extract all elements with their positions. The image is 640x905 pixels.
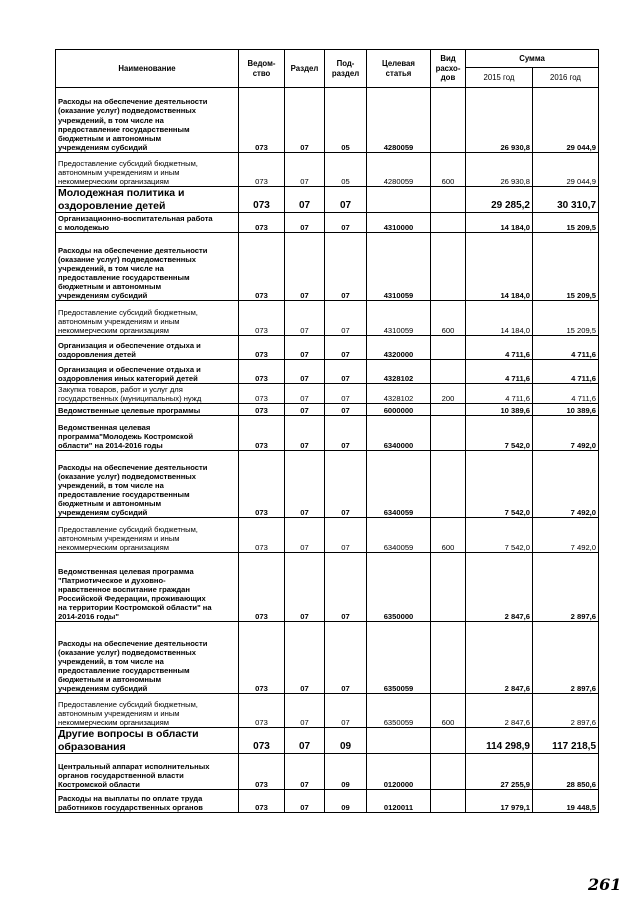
- cell-razdel: 07: [285, 384, 325, 404]
- cell-sum-2016: 4 711,6: [533, 384, 599, 404]
- cell-podrazdel: 07: [325, 553, 367, 622]
- cell-name: Предоставление субсидий бюджетным, автономным учреждениям и иным некоммерческим организациям: [56, 518, 239, 553]
- cell-tselevaya: 6000000: [367, 404, 431, 416]
- cell-sum-2016: 10 389,6: [533, 404, 599, 416]
- table-row: [56, 153, 599, 187]
- cell-sum-2015: 27 255,9: [466, 754, 533, 790]
- header-name: Наименование: [56, 50, 239, 88]
- budget-table: [55, 49, 599, 813]
- cell-name: Ведомственная целевая программа"Молодежь Костромской области" на 2014-2016 годы: [56, 416, 239, 451]
- cell-vedomstvo: 073: [239, 404, 285, 416]
- cell-name: Расходы на обеспечение деятельности (оказание услуг) подведомственных учреждений, в том числе на предоставление государственным бюджетным и автономным учреждениям субсидий: [56, 88, 239, 153]
- cell-vid: [431, 553, 466, 622]
- cell-vid: [431, 336, 466, 360]
- cell-tselevaya: 4280059: [367, 88, 431, 153]
- cell-vid: [431, 728, 466, 754]
- table-row: [56, 553, 599, 622]
- cell-vid: [431, 622, 466, 694]
- cell-podrazdel: 07: [325, 404, 367, 416]
- table-row: [56, 213, 599, 233]
- cell-podrazdel: 05: [325, 153, 367, 187]
- cell-tselevaya: 6340000: [367, 416, 431, 451]
- cell-razdel: 07: [285, 404, 325, 416]
- table-row: [56, 622, 599, 694]
- cell-name: Организация и обеспечение отдыха и оздоровления иных категорий детей: [56, 360, 239, 384]
- table-row: [56, 728, 599, 754]
- cell-sum-2015: 14 184,0: [466, 301, 533, 336]
- cell-sum-2016: 7 492,0: [533, 416, 599, 451]
- cell-name: Расходы на обеспечение деятельности (оказание услуг) подведомственных учреждений, в том числе на предоставление государственным бюджетным и автономным учреждениям субсидий: [56, 233, 239, 301]
- cell-name: Молодежная политика и оздоровление детей: [56, 187, 239, 213]
- cell-sum-2015: 14 184,0: [466, 233, 533, 301]
- cell-sum-2016: 19 448,5: [533, 790, 599, 813]
- cell-vid: [431, 451, 466, 518]
- cell-sum-2016: 2 897,6: [533, 553, 599, 622]
- table-row: [56, 360, 599, 384]
- cell-vedomstvo: 073: [239, 384, 285, 404]
- cell-podrazdel: 05: [325, 88, 367, 153]
- cell-sum-2015: 4 711,6: [466, 360, 533, 384]
- cell-podrazdel: 07: [325, 384, 367, 404]
- cell-tselevaya: 6340059: [367, 518, 431, 553]
- cell-tselevaya: 6350059: [367, 622, 431, 694]
- table-row: [56, 88, 599, 153]
- cell-sum-2016: 7 492,0: [533, 451, 599, 518]
- cell-tselevaya: [367, 728, 431, 754]
- cell-sum-2015: 7 542,0: [466, 416, 533, 451]
- cell-tselevaya: 4280059: [367, 153, 431, 187]
- cell-sum-2016: 117 218,5: [533, 728, 599, 754]
- cell-razdel: 07: [285, 518, 325, 553]
- cell-vedomstvo: 073: [239, 754, 285, 790]
- cell-name: Расходы на обеспечение деятельности (оказание услуг) подведомственных учреждений, в том числе на предоставление государственным бюджетным и автономным учреждениям субсидий: [56, 622, 239, 694]
- cell-podrazdel: 09: [325, 754, 367, 790]
- cell-sum-2016: 28 850,6: [533, 754, 599, 790]
- cell-podrazdel: 07: [325, 213, 367, 233]
- cell-sum-2016: 4 711,6: [533, 360, 599, 384]
- cell-sum-2015: 14 184,0: [466, 213, 533, 233]
- cell-razdel: 07: [285, 416, 325, 451]
- cell-vid: [431, 187, 466, 213]
- cell-sum-2015: 4 711,6: [466, 336, 533, 360]
- table-row: [56, 416, 599, 451]
- cell-razdel: 07: [285, 622, 325, 694]
- cell-sum-2016: 7 492,0: [533, 518, 599, 553]
- cell-sum-2015: 26 930,8: [466, 153, 533, 187]
- cell-vid: [431, 404, 466, 416]
- cell-tselevaya: 6340059: [367, 451, 431, 518]
- header-2016: 2016 год: [533, 68, 599, 88]
- cell-vid: [431, 416, 466, 451]
- cell-vid: [431, 233, 466, 301]
- cell-vedomstvo: 073: [239, 622, 285, 694]
- cell-sum-2016: 29 044,9: [533, 88, 599, 153]
- cell-vedomstvo: 073: [239, 790, 285, 813]
- cell-sum-2016: 2 897,6: [533, 622, 599, 694]
- cell-vedomstvo: 073: [239, 88, 285, 153]
- cell-vid: [431, 213, 466, 233]
- cell-tselevaya: 6350059: [367, 694, 431, 728]
- cell-name: Предоставление субсидий бюджетным, автономным учреждениям и иным некоммерческим организациям: [56, 153, 239, 187]
- cell-tselevaya: 4310059: [367, 301, 431, 336]
- cell-tselevaya: 0120011: [367, 790, 431, 813]
- cell-razdel: 07: [285, 754, 325, 790]
- cell-razdel: 07: [285, 336, 325, 360]
- table-row: [56, 790, 599, 813]
- cell-podrazdel: 07: [325, 518, 367, 553]
- cell-podrazdel: 07: [325, 360, 367, 384]
- cell-vedomstvo: 073: [239, 336, 285, 360]
- cell-name: Организационно-воспитательная работа с молодежью: [56, 213, 239, 233]
- cell-vid: 600: [431, 153, 466, 187]
- cell-podrazdel: 09: [325, 790, 367, 813]
- cell-tselevaya: 4310000: [367, 213, 431, 233]
- cell-razdel: 07: [285, 187, 325, 213]
- cell-vedomstvo: 073: [239, 213, 285, 233]
- header-2015: 2015 год: [466, 68, 533, 88]
- cell-tselevaya: 4310059: [367, 233, 431, 301]
- cell-vedomstvo: 073: [239, 360, 285, 384]
- cell-podrazdel: 07: [325, 233, 367, 301]
- cell-vedomstvo: 073: [239, 728, 285, 754]
- cell-name: Расходы на обеспечение деятельности (оказание услуг) подведомственных учреждений, в том числе на предоставление государственным бюджетным и автономным учреждениям субсидий: [56, 451, 239, 518]
- table-body: [56, 88, 599, 813]
- cell-vedomstvo: 073: [239, 153, 285, 187]
- cell-razdel: 07: [285, 790, 325, 813]
- header-razdel: Раздел: [285, 50, 325, 88]
- cell-sum-2016: 15 209,5: [533, 233, 599, 301]
- cell-sum-2016: 29 044,9: [533, 153, 599, 187]
- cell-podrazdel: 07: [325, 622, 367, 694]
- cell-sum-2015: 17 979,1: [466, 790, 533, 813]
- header-vedomstvo: Ведом- ство: [239, 50, 285, 88]
- cell-name: Ведомственные целевые программы: [56, 404, 239, 416]
- cell-podrazdel: 07: [325, 451, 367, 518]
- cell-tselevaya: 4320000: [367, 336, 431, 360]
- cell-sum-2016: 4 711,6: [533, 336, 599, 360]
- cell-razdel: 07: [285, 213, 325, 233]
- cell-razdel: 07: [285, 233, 325, 301]
- cell-razdel: 07: [285, 153, 325, 187]
- table-row: [56, 518, 599, 553]
- cell-razdel: 07: [285, 360, 325, 384]
- cell-podrazdel: 07: [325, 694, 367, 728]
- header-vid: Вид расхо- дов: [431, 50, 466, 88]
- cell-name: Другие вопросы в области образования: [56, 728, 239, 754]
- table-row: [56, 233, 599, 301]
- header-tselevaya: Целевая статья: [367, 50, 431, 88]
- cell-razdel: 07: [285, 728, 325, 754]
- cell-razdel: 07: [285, 694, 325, 728]
- cell-sum-2015: 7 542,0: [466, 451, 533, 518]
- cell-vid: 600: [431, 694, 466, 728]
- cell-vid: [431, 790, 466, 813]
- table-row: [56, 754, 599, 790]
- table-row: [56, 694, 599, 728]
- cell-razdel: 07: [285, 451, 325, 518]
- cell-name: Расходы на выплаты по оплате труда работников государственных органов: [56, 790, 239, 813]
- cell-razdel: 07: [285, 301, 325, 336]
- cell-podrazdel: 07: [325, 416, 367, 451]
- table-row: [56, 451, 599, 518]
- cell-vedomstvo: 073: [239, 694, 285, 728]
- page-number: 261: [588, 875, 622, 894]
- cell-tselevaya: 4328102: [367, 360, 431, 384]
- header-podrazdel: Под- раздел: [325, 50, 367, 88]
- cell-sum-2016: 15 209,5: [533, 213, 599, 233]
- cell-sum-2015: 2 847,6: [466, 694, 533, 728]
- cell-name: Предоставление субсидий бюджетным, автономным учреждениям и иным некоммерческим организациям: [56, 694, 239, 728]
- cell-razdel: 07: [285, 88, 325, 153]
- cell-tselevaya: 4328102: [367, 384, 431, 404]
- cell-vedomstvo: 073: [239, 553, 285, 622]
- header-summa: Сумма: [466, 50, 599, 68]
- cell-tselevaya: [367, 187, 431, 213]
- table-row: [56, 336, 599, 360]
- cell-vedomstvo: 073: [239, 187, 285, 213]
- cell-sum-2015: 29 285,2: [466, 187, 533, 213]
- cell-name: Ведомственная целевая программа "Патриотическое и духовно- нравственное воспитание граждан Российской Федерации, проживающих на территории Костромской области" на 2014-2016 годы": [56, 553, 239, 622]
- cell-podrazdel: 07: [325, 336, 367, 360]
- cell-podrazdel: 09: [325, 728, 367, 754]
- cell-vid: 600: [431, 301, 466, 336]
- table-row: [56, 384, 599, 404]
- cell-vedomstvo: 073: [239, 518, 285, 553]
- table-row: [56, 187, 599, 213]
- cell-sum-2015: 10 389,6: [466, 404, 533, 416]
- cell-sum-2015: 2 847,6: [466, 553, 533, 622]
- cell-name: Предоставление субсидий бюджетным, автономным учреждениям и иным некоммерческим организациям: [56, 301, 239, 336]
- cell-vid: 200: [431, 384, 466, 404]
- cell-sum-2015: 4 711,6: [466, 384, 533, 404]
- cell-vid: 600: [431, 518, 466, 553]
- cell-sum-2016: 2 897,6: [533, 694, 599, 728]
- cell-vedomstvo: 073: [239, 233, 285, 301]
- cell-sum-2015: 7 542,0: [466, 518, 533, 553]
- cell-sum-2016: 30 310,7: [533, 187, 599, 213]
- cell-tselevaya: 6350000: [367, 553, 431, 622]
- cell-sum-2015: 2 847,6: [466, 622, 533, 694]
- cell-name: Организация и обеспечение отдыха и оздоровления детей: [56, 336, 239, 360]
- cell-sum-2015: 114 298,9: [466, 728, 533, 754]
- cell-name: Центральный аппарат исполнительных органов государственной власти Костромской области: [56, 754, 239, 790]
- cell-podrazdel: 07: [325, 187, 367, 213]
- cell-sum-2016: 15 209,5: [533, 301, 599, 336]
- cell-tselevaya: 0120000: [367, 754, 431, 790]
- cell-vid: [431, 88, 466, 153]
- cell-vedomstvo: 073: [239, 301, 285, 336]
- cell-vedomstvo: 073: [239, 451, 285, 518]
- cell-vid: [431, 754, 466, 790]
- cell-razdel: 07: [285, 553, 325, 622]
- cell-sum-2015: 26 930,8: [466, 88, 533, 153]
- cell-name: Закупка товаров, работ и услуг для государственных (муниципальных) нужд: [56, 384, 239, 404]
- table-row: [56, 404, 599, 416]
- cell-vedomstvo: 073: [239, 416, 285, 451]
- cell-podrazdel: 07: [325, 301, 367, 336]
- table-row: [56, 301, 599, 336]
- cell-vid: [431, 360, 466, 384]
